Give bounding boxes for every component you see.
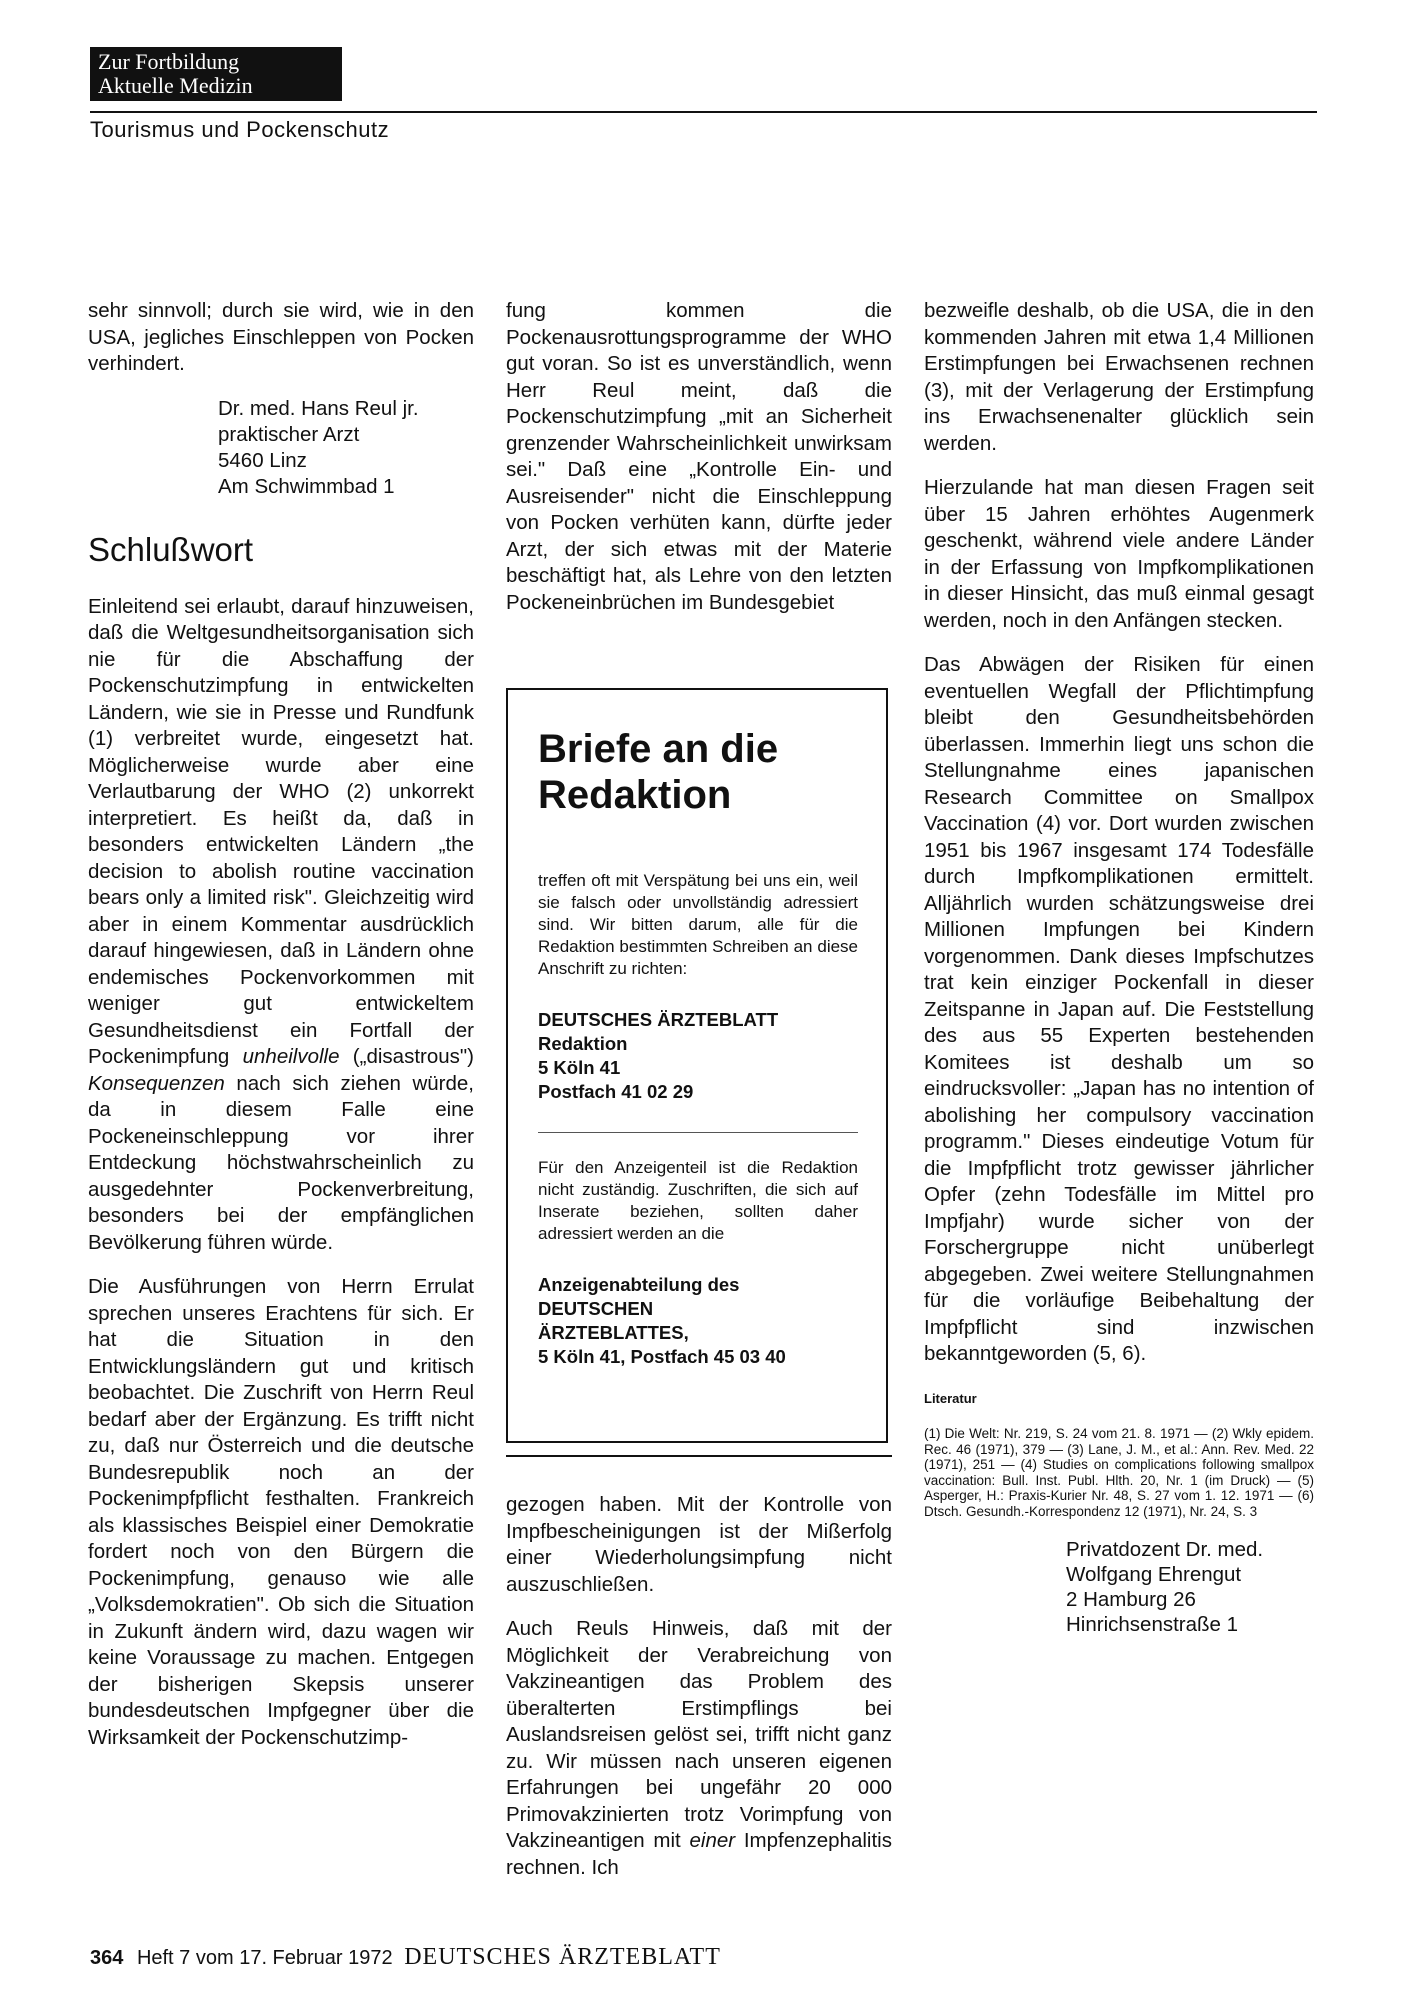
issue-info: Heft 7 vom 17. Februar 1972: [136, 1947, 393, 1969]
emphasis: Konsequenzen: [88, 1071, 225, 1095]
signature-line: 2 Hamburg 26: [1066, 1588, 1196, 1611]
signature-line: Privatdozent Dr. med.: [1066, 1538, 1264, 1561]
column-1: [88, 298, 474, 1769]
address-line: 5 Köln 41, Postfach 45 03 40: [538, 1346, 786, 1367]
notice-paragraph: Für den Anzeigenteil ist die Redaktion nicht zuständig. Zuschriften, die sich auf Inserate beziehen, sollten daher adressiert werden an die: [538, 1158, 858, 1243]
author-line: Dr. med. Hans Reul jr.: [218, 396, 419, 420]
section-label: [90, 47, 342, 101]
notice-divider: [538, 1132, 858, 1133]
column-2-top: [506, 298, 892, 634]
emphasis: unheilvolle: [242, 1045, 340, 1068]
signature-line: Hinrichsenstraße 1: [1066, 1613, 1239, 1636]
author-line: Am Schwimmbad 1: [218, 474, 395, 498]
section-label-line-2: Aktuelle Medizin: [98, 73, 253, 98]
address-line: ÄRZTEBLATTES,: [538, 1322, 689, 1343]
address-line: Anzeigenabteilung des: [538, 1274, 740, 1295]
notice-title-line: Redaktion: [538, 773, 732, 817]
notice-title-line: Briefe an die: [538, 727, 779, 771]
text-run: Auch Reuls Hinweis, daß mit der Möglichkeit der Verabreichung von Vakzineantigen das Problem des überalterten Erstimpflings bei Auslandsreisen gelöst sei, trifft nicht ganz zu. Wir müssen nach unseren eigenen Erfahrungen bei ungefähr 20 000 Primovakzinierten trotz Vorimpfung von Vakzineantigen mit: [506, 1617, 892, 1852]
address-line: Postfach 41 02 29: [538, 1081, 694, 1102]
column-2-bottom: [506, 1492, 892, 1899]
section-heading-schlusswort: Schlußwort: [88, 530, 254, 568]
paragraph: Das Abwägen der Risiken für einen eventuellen Wegfall der Pflichtimpfung bleibt den Gesundheitsbehörden überlassen. Immerhin liegt uns schon die Stellungnahme eines japanischen Research Committee on Smallpox Vaccination (4) vor. Dort wurden zwischen 1951 bis 1967 insgesamt 174 Todesfälle durch Impfkomplikationen ermittelt. Alljährlich wurden schätzungsweise drei Millionen Impfungen bei Kindern vorgenommen. Dank dieses Impfschutzes trat kein einziger Pockenfall in dieser Zeitspanne in Japan auf. Die Feststellung des aus 55 Experten bestehenden Komitees ist deshalb um so eindrucksvoller: „Japan has no intention of abolishing her compulsory vaccination programm." Dieses eindeutige Votum für die Impfpflicht trotz gewisser jährlicher Opfer (zehn Todesfälle im Mittel pro Impfjahr) wurde sicher von der Forschergruppe nicht unüberlegt abgegeben. Zwei weitere Stellungnahmen für die vorläufige Beibehaltung der Impfpflicht sind inzwischen bekanntgeworden (5, 6).: [924, 653, 1314, 1365]
journal-name: DEUTSCHES ÄRZTEBLATT: [404, 1944, 721, 1970]
emphasis: einer: [689, 1829, 736, 1852]
paragraph: Die Ausführungen von Herrn Errulat sprechen unseres Erachtens für sich. Er hat die Situation in den Entwicklungsländern gut und kritisch beobachtet. Die Zuschrift von Herrn Reul bedarf aber der Ergänzung. Es trifft nicht zu, daß nur Österreich und die deutsche Bundesrepublik noch an der Pockenimpfpflicht festhalten. Frankreich als klassisches Beispiel einer Demokratie fordert noch von den Bürgern die Pockenimpfung, genauso wie alle „Volksdemokratien". Ob sich die Situation in Zukunft ändern wird, dazu wagen wir keine Voraussage zu machen. Entgegen der bisherigen Skepsis unserer bundesdeutschen Impfgegner über die Wirksamkeit der Pockenschutzimp-: [88, 1275, 474, 1749]
notice-title: [538, 726, 858, 818]
paragraph: fung kommen die Pockenausrottungsprogramme der WHO gut voran. So ist es unverständlich, wenn Herr Reul meint, daß die Pockenschutzimpfung „mit an Sicherheit grenzender Wahrscheinlichkeit unwirksam sei." Daß eine „Kontrolle Ein- und Ausreisender" nicht die Einschleppung von Pocken verhüten kann, dürfte jeder Arzt, der sich etwas mit der Materie beschäftigt hat, als Lehre von den letzten Pockeneinbrüchen im Bundesgebiet: [506, 299, 892, 614]
references-list: (1) Die Welt: Nr. 219, S. 24 vom 21. 8. 1971 — (2) Wkly epidem. Rec. 46 (1971), 379 — (3) Lane, J. M., et al.: Ann. Rev. Med. 22 (1971), 251 — (4) Studies on complications following smallpox vaccination: Bull. Inst. Publ. Hlth. 20, Nr. 1 (im Druck) — (5) Asperger, H.: Praxis-Kurier Nr. 48, S. 27 vom 1. 12. 1971 — (6) Dtsch. Gesundh.-Korrespondenz 12 (1971), Nr. 24, S. 3: [924, 1426, 1314, 1519]
paragraph: [506, 1616, 892, 1881]
notice-paragraph: treffen oft mit Verspätung bei uns ein, weil sie falsch oder unvollständig adressiert sind. Wir bitten darum, alle für die Redaktion bestimmten Schreiben an diese Anschrift zu richten:: [538, 871, 858, 978]
paragraph: gezogen haben. Mit der Kontrolle von Impfbescheinigungen ist der Mißerfolg einer Wiederholungsimpfung nicht auszuschließen.: [506, 1493, 892, 1596]
address-line: 5 Köln 41: [538, 1057, 621, 1078]
article-subject: Tourismus und Pockenschutz: [90, 117, 390, 142]
text-run: („disastrous"): [339, 1045, 474, 1068]
text-run: Impfenzephalitis rechnen. Ich: [506, 1829, 892, 1879]
address-line: DEUTSCHEN: [538, 1298, 654, 1319]
address-line: Redaktion: [538, 1033, 628, 1054]
text-run: Einleitend sei erlaubt, darauf hinzuweisen, daß die Weltgesundheitsorganisation sich nie für die Abschaffung der Pockenschutzimpfung in entwickelten Ländern, wie sie in Presse und Rundfunk (1) verbreitet wurde, eingesetzt hat. Möglicherweise wurde aber eine Verlautbarung der WHO (2) unkorrekt interpretiert. Es heißt da, daß in besonders entwickelten Ländern „the decision to abolish routine vaccination bears only a limited risk". Gleichzeitig wird aber in einem Kommentar ausdrücklich darauf hingewiesen, daß in Ländern ohne endemisches Pockenvorkommen mit weniger gut entwickeltem Gesundheitsdienst ein Fortfall der Pockenimpfung: [88, 594, 474, 1068]
box-bottom-rule: [506, 1455, 892, 1457]
paragraph: bezweifle deshalb, ob die USA, die in den kommenden Jahren mit etwa 1,4 Millionen Erstimpfungen bei Erwachsenen rechnen (3), mit der Verlagerung der Erstimpfung ins Erwachsenenalter glücklich sein werden.: [924, 299, 1314, 455]
column-3: [924, 298, 1314, 1637]
letters-notice-box: [506, 688, 888, 1443]
author-address-reul: [218, 396, 474, 500]
advertising-address: [538, 1273, 858, 1369]
signature-line: Wolfgang Ehrengut: [1066, 1563, 1242, 1586]
paragraph: Hierzulande hat man diesen Fragen seit über 15 Jahren erhöhtes Augenmerk geschenkt, während viele andere Länder in der Erfassung von Impfkomplikationen in dieser Hinsicht, das muß einmal gesagt werden, noch in den Anfängen stecken.: [924, 476, 1314, 632]
editorial-address: [538, 1008, 858, 1104]
page-number: 364: [90, 1947, 124, 1969]
text-run: nach sich ziehen würde, da in diesem Falle eine Pockeneinschleppung vor ihrer Entdeckung höchstwahrscheinlich zu ausgedehnter Pockenverbreitung, besonders bei der empfänglichen Bevölkerung führen würde.: [88, 1071, 474, 1254]
address-line: DEUTSCHES ÄRZTEBLATT: [538, 1009, 779, 1030]
paragraph: sehr sinnvoll; durch sie wird, wie in den USA, jegliches Einschleppen von Pocken verhindert.: [88, 299, 474, 375]
page-footer: [90, 1944, 721, 1971]
header-rule: [90, 111, 1317, 113]
references-heading: Literatur: [924, 1390, 977, 1406]
author-line: 5460 Linz: [218, 448, 307, 472]
author-line: praktischer Arzt: [218, 422, 360, 446]
author-signature-ehrengut: [1066, 1537, 1314, 1637]
paragraph: [88, 594, 474, 1257]
section-label-line-1: Zur Fortbildung: [98, 49, 240, 74]
